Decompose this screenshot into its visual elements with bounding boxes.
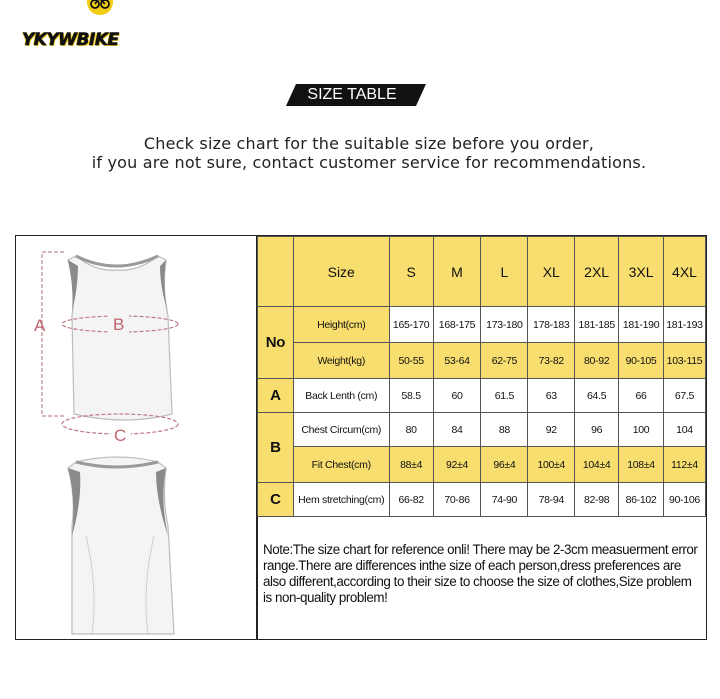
key-b-cell: B bbox=[258, 413, 294, 483]
table-cell: 100±4 bbox=[528, 447, 575, 483]
header-blank-cell bbox=[258, 237, 294, 307]
table-row-height bbox=[258, 307, 706, 343]
row-label-back-length: Back Lenth (cm) bbox=[293, 379, 389, 413]
size-col-2xl: 2XL bbox=[575, 237, 619, 307]
brand-name: YKYWBIKE bbox=[22, 30, 119, 50]
row-label-chest-circum: Chest Circum(cm) bbox=[293, 413, 389, 447]
label-a: A bbox=[34, 316, 46, 335]
table-cell: 90-105 bbox=[619, 343, 664, 379]
table-cell: 66 bbox=[619, 379, 664, 413]
label-c: C bbox=[114, 426, 127, 445]
table-cell: 96±4 bbox=[481, 447, 528, 483]
banner-title: SIZE TABLE bbox=[307, 86, 397, 103]
size-header-row bbox=[258, 237, 706, 307]
table-cell: 104±4 bbox=[575, 447, 619, 483]
label-b: B bbox=[113, 315, 125, 334]
table-cell: 92±4 bbox=[433, 447, 481, 483]
row-label-weight: Weight(kg) bbox=[293, 343, 389, 379]
table-cell: 112±4 bbox=[663, 447, 705, 483]
table-cell: 50-55 bbox=[389, 343, 433, 379]
table-cell: 62-75 bbox=[481, 343, 528, 379]
table-row-chest-circum bbox=[258, 413, 706, 447]
row-label-fit-chest: Fit Chest(cm) bbox=[293, 447, 389, 483]
table-cell: 181-190 bbox=[619, 307, 664, 343]
table-cell: 60 bbox=[433, 379, 481, 413]
table-cell: 63 bbox=[528, 379, 575, 413]
vest-front-icon bbox=[68, 256, 172, 420]
key-a-cell: A bbox=[258, 379, 294, 413]
table-cell: 84 bbox=[433, 413, 481, 447]
intro-line-2: if you are not sure, contact customer service for recommendations. bbox=[91, 153, 647, 172]
size-table-banner bbox=[286, 84, 426, 106]
size-col-l: L bbox=[481, 237, 528, 307]
table-cell: 100 bbox=[619, 413, 664, 447]
table-cell: 73-82 bbox=[528, 343, 575, 379]
table-cell: 181-193 bbox=[663, 307, 705, 343]
table-cell: 108±4 bbox=[619, 447, 664, 483]
table-cell: 178-183 bbox=[528, 307, 575, 343]
no-key-cell: No bbox=[258, 307, 294, 379]
garment-illustration bbox=[16, 236, 255, 639]
size-col-xl: XL bbox=[528, 237, 575, 307]
vest-back-icon bbox=[68, 457, 174, 634]
row-label-height: Height(cm) bbox=[293, 307, 389, 343]
table-cell: 92 bbox=[528, 413, 575, 447]
table-cell: 181-185 bbox=[575, 307, 619, 343]
size-table bbox=[257, 236, 706, 517]
table-cell: 88 bbox=[481, 413, 528, 447]
vest-diagram bbox=[16, 236, 255, 639]
table-cell: 67.5 bbox=[663, 379, 705, 413]
size-col-4xl: 4XL bbox=[663, 237, 705, 307]
table-cell: 104 bbox=[663, 413, 705, 447]
table-cell: 173-180 bbox=[481, 307, 528, 343]
table-cell: 58.5 bbox=[389, 379, 433, 413]
table-cell: 80 bbox=[389, 413, 433, 447]
bicycle-logo-icon bbox=[74, 0, 126, 20]
brand-logo bbox=[22, 0, 152, 62]
table-cell: 78-94 bbox=[528, 483, 575, 517]
table-cell: 74-90 bbox=[481, 483, 528, 517]
measure-a-icon bbox=[34, 252, 64, 416]
table-cell: 66-82 bbox=[389, 483, 433, 517]
size-col-3xl: 3XL bbox=[619, 237, 664, 307]
table-cell: 53-64 bbox=[433, 343, 481, 379]
table-cell: 103-115 bbox=[663, 343, 705, 379]
table-row-back-length bbox=[258, 379, 706, 413]
size-note: Note:The size chart for reference onli! There may be 2-3cm measuerment error range.There are differences inthe size of each person,dress preferences are also different,according to their size to choose the size of clothes,Size problem is non-quality problem! bbox=[263, 542, 698, 605]
size-header-label: Size bbox=[293, 237, 389, 307]
table-row-fit-chest bbox=[258, 447, 706, 483]
table-cell: 82-98 bbox=[575, 483, 619, 517]
table-cell: 61.5 bbox=[481, 379, 528, 413]
row-label-hem-stretching: Hem stretching(cm) bbox=[293, 483, 389, 517]
table-row-weight bbox=[258, 343, 706, 379]
key-c-cell: C bbox=[258, 483, 294, 517]
table-cell: 80-92 bbox=[575, 343, 619, 379]
table-cell: 88±4 bbox=[389, 447, 433, 483]
table-cell: 64.5 bbox=[575, 379, 619, 413]
size-col-s: S bbox=[389, 237, 433, 307]
table-cell: 70-86 bbox=[433, 483, 481, 517]
table-cell: 96 bbox=[575, 413, 619, 447]
table-cell: 168-175 bbox=[433, 307, 481, 343]
size-col-m: M bbox=[433, 237, 481, 307]
table-cell: 90-106 bbox=[663, 483, 705, 517]
table-cell: 165-170 bbox=[389, 307, 433, 343]
intro-line-1: Check size chart for the suitable size before you order, bbox=[143, 134, 595, 153]
table-cell: 86-102 bbox=[619, 483, 664, 517]
table-row-hem-stretching bbox=[258, 483, 706, 517]
